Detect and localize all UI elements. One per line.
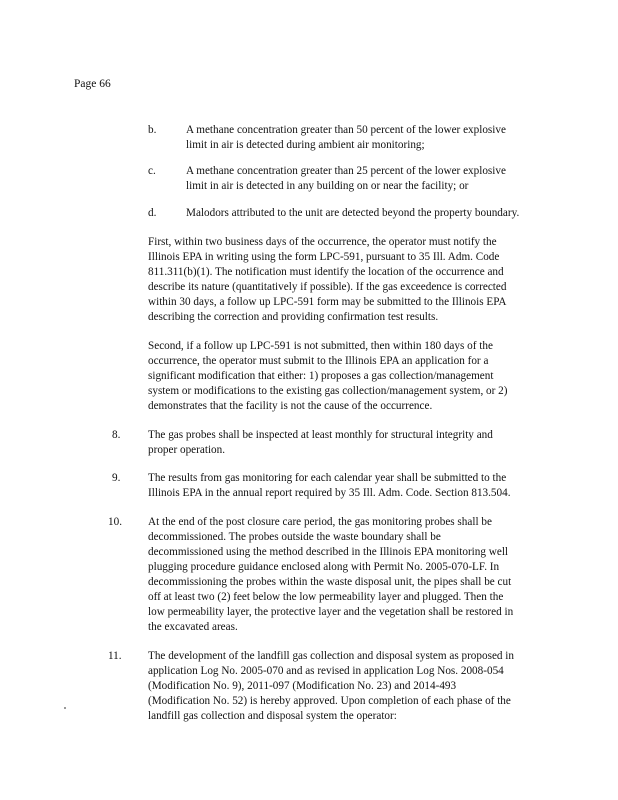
item-11-line-1: The development of the landfill gas collection and disposal system as proposed in <box>148 650 514 662</box>
item-10-line-8: the excavated areas. <box>148 621 238 633</box>
item-10-line-2: decommissioned. The probes outside the waste boundary shall be <box>148 531 441 543</box>
item-c-marker: c. <box>148 165 156 177</box>
para-second-line-2: occurrence, the operator must submit to the Illinois EPA an application for a <box>148 355 489 367</box>
para-first-line-1: First, within two business days of the occurrence, the operator must notify the <box>148 236 497 248</box>
item-9-number: 9. <box>112 472 121 484</box>
item-8-line-1: The gas probes shall be inspected at least monthly for structural integrity and <box>148 429 493 441</box>
item-10-line-4: plugging procedure guidance enclosed along with Permit No. 2005-070-LF. In <box>148 561 500 573</box>
para-first-line-3: 811.311(b)(1). The notification must identify the location of the occurrence and <box>148 266 504 278</box>
item-c-line-2: limit in air is detected in any building on or near the facility; or <box>186 180 469 192</box>
item-11-number: 11. <box>108 650 122 662</box>
scan-speck <box>64 707 66 709</box>
para-first-line-5: within 30 days, a follow up LPC-591 form may be submitted to the Illinois EPA <box>148 296 507 308</box>
item-10-line-7: low permeability layer, the protective layer and the vegetation shall be restored in <box>148 606 514 618</box>
item-b-line-2: limit in air is detected during ambient air monitoring; <box>186 139 425 151</box>
item-8-line-2: proper operation. <box>148 444 226 456</box>
item-b-line-1: A methane concentration greater than 50 percent of the lower explosive <box>186 124 506 136</box>
item-b-marker: b. <box>148 124 157 136</box>
para-first-line-2: Illinois EPA in writing using the form LPC-591, pursuant to 35 Ill. Adm. Code <box>148 251 500 263</box>
item-10-line-3: decommissioned using the method described in the Illinois EPA monitoring well <box>148 546 509 558</box>
item-11-line-2: application Log No. 2005-070 and as revised in application Log Nos. 2008-054 <box>148 665 504 677</box>
item-11-line-5: landfill gas collection and disposal system the operator: <box>148 710 397 722</box>
item-10-number: 10. <box>108 516 122 528</box>
para-first-line-6: describing the correction and providing confirmation test results. <box>148 311 439 323</box>
para-second-line-1: Second, if a follow up LPC-591 is not submitted, then within 180 days of the <box>148 340 493 352</box>
item-11-line-3: (Modification No. 9), 2011-097 (Modification No. 23) and 2014-493 <box>148 680 457 692</box>
item-10-line-5: decommissioning the probes within the waste disposal unit, the pipes shall be cut <box>148 576 512 588</box>
item-11-line-4: (Modification No. 52) is hereby approved. Upon completion of each phase of the <box>148 695 511 707</box>
item-8-number: 8. <box>112 429 121 441</box>
page-number: Page 66 <box>74 78 111 90</box>
para-second-line-4: system or modifications to the existing gas collection/management system, or 2) <box>148 385 508 397</box>
item-d-marker: d. <box>148 207 157 219</box>
item-9-line-1: The results from gas monitoring for each calendar year shall be submitted to the <box>148 472 507 484</box>
item-d-line-1: Malodors attributed to the unit are detected beyond the property boundary. <box>186 207 520 219</box>
item-10-line-1: At the end of the post closure care period, the gas monitoring probes shall be <box>148 516 492 528</box>
para-second-line-3: significant modification that either: 1) proposes a gas collection/management <box>148 370 494 382</box>
para-first-line-4: describe its nature (quantitatively if possible). If the gas exceedence is corrected <box>148 281 507 293</box>
para-second-line-5: demonstrates that the facility is not the cause of the occurrence. <box>148 400 433 412</box>
item-10-line-6: off at least two (2) feet below the low permeability layer and plugged. Then the <box>148 591 504 603</box>
item-9-line-2: Illinois EPA in the annual report required by 35 Ill. Adm. Code. Section 813.504. <box>148 487 511 499</box>
item-c-line-1: A methane concentration greater than 25 percent of the lower explosive <box>186 165 506 177</box>
